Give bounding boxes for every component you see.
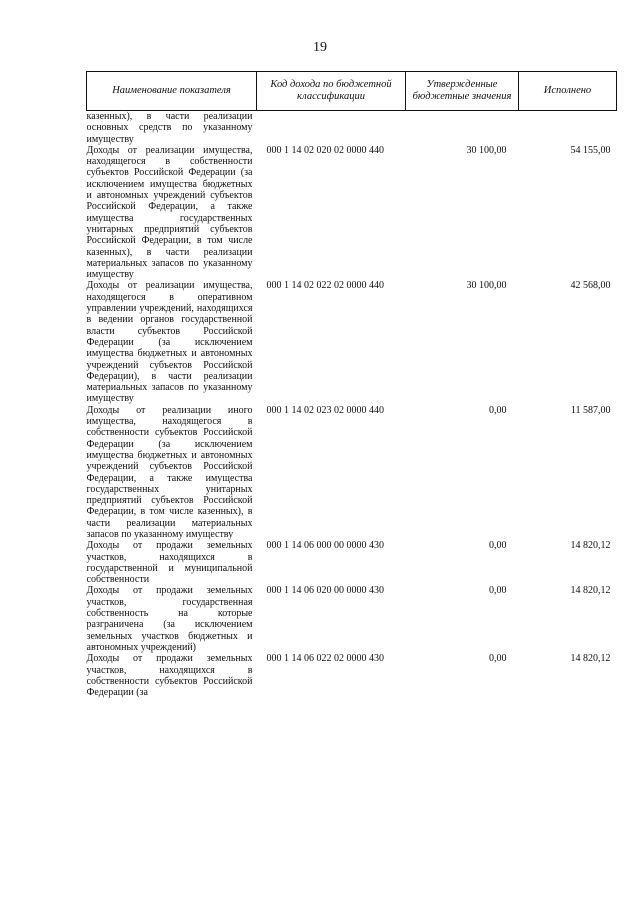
row-approved	[406, 111, 519, 145]
row-code: 000 1 14 02 022 02 0000 440	[266, 280, 384, 292]
revenue-table	[86, 71, 617, 698]
table-header-row	[87, 72, 617, 111]
row-executed: 54 155,00	[570, 144, 611, 156]
row-approved: 0,00	[489, 540, 507, 552]
table-row	[87, 585, 617, 653]
page-number: 19	[313, 40, 327, 55]
row-code	[257, 111, 406, 145]
table-row	[87, 145, 617, 281]
row-code: 000 1 14 06 000 00 0000 430	[266, 540, 384, 552]
row-code: 000 1 14 06 020 00 0000 430	[266, 585, 384, 597]
row-approved: 30 100,00	[466, 280, 507, 292]
row-approved: 0,00	[489, 404, 507, 416]
table-row	[87, 405, 617, 541]
header-name: Наименование показателя	[87, 72, 257, 111]
row-code: 000 1 14 02 023 02 0000 440	[266, 404, 384, 416]
row-approved: 30 100,00	[466, 144, 507, 156]
row-name: казенных), в части реализации основных средств по указанному имуществу	[86, 111, 253, 145]
row-name: Доходы от реализации имущества, находящегося в оперативном управлении учреждений, находящихся в ведении органов государственной власти субъектов Российской Федерации (за исключением имущества бюджетных и автономных учреждений субъектов Российской Федерации), в части реализации материальных запасов по указанному имуществу	[86, 280, 253, 405]
row-executed: 14 820,12	[570, 540, 611, 552]
row-code: 000 1 14 02 020 02 0000 440	[266, 144, 384, 156]
header-executed: Исполнено	[519, 72, 617, 111]
row-name: Доходы от продажи земельных участков, находящихся в государственной и муниципальной собственности	[86, 540, 253, 586]
header-approved: Утвержденные бюджетные значения	[406, 72, 519, 111]
row-executed: 14 820,12	[570, 585, 611, 597]
row-code: 000 1 14 06 022 02 0000 430	[266, 653, 384, 665]
row-approved: 0,00	[489, 653, 507, 665]
row-name: Доходы от реализации имущества, находящегося в собственности субъектов Российской Федерации (за исключением имущества бюджетных и автономных учреждений субъектов Российской Федерации, а также имущества государственных унитарных предприятий субъектов Российской Федерации, в том числе казенных), в части реализации материальных запасов по указанному имуществу	[86, 144, 253, 281]
table-row	[87, 653, 617, 698]
row-executed: 42 568,00	[570, 280, 611, 292]
row-name: Доходы от реализации иного имущества, находящегося в собственности субъектов Российской Федерации (за исключением имущества бюджетных и автономных учреждений субъектов Российской Федерации, а также имущества государственных унитарных предприятий субъектов Российской Федерации, в том числе казенных), в части реализации материальных запасов по указанному имуществу	[86, 404, 253, 540]
header-code: Код дохода по бюджетной классификации	[257, 72, 406, 111]
row-executed	[519, 111, 617, 145]
row-executed: 14 820,12	[570, 653, 611, 665]
table-row	[87, 111, 617, 145]
table-row	[87, 540, 617, 585]
row-executed: 11 587,00	[570, 404, 611, 416]
row-name: Доходы от продажи земельных участков, находящихся в собственности субъектов Российской Федерации (за	[86, 653, 253, 699]
row-name: Доходы от продажи земельных участков, государственная собственность на которые разграничена (за исключением земельных участков бюджетных и автономных учреждений)	[86, 585, 253, 653]
row-approved: 0,00	[489, 585, 507, 597]
table-row	[87, 280, 617, 404]
